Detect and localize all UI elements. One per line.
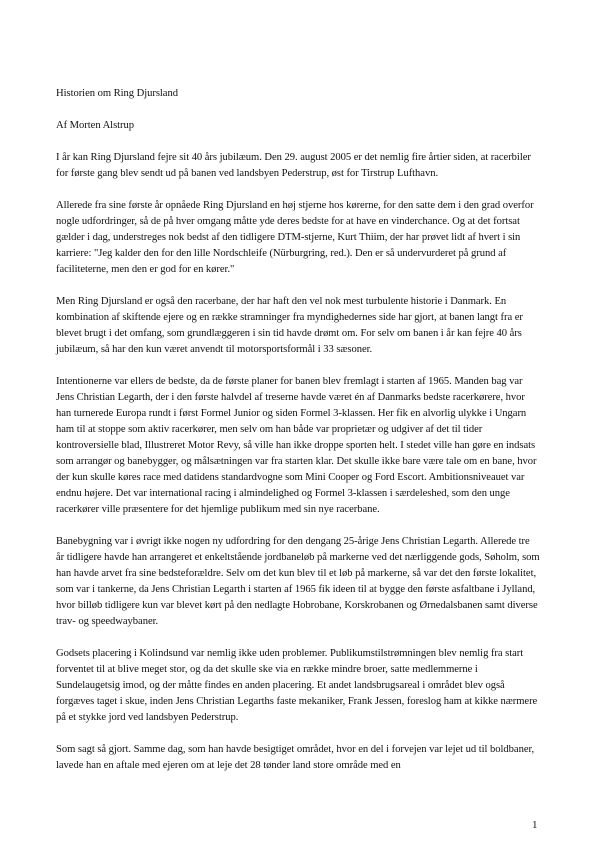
paragraph: Allerede fra sine første år opnåede Ring Djursland en høj stjerne hos kørerne, for den satte dem i den grad overfor nogle udfordringer, så de på hver omgang måtte yde deres bedste for at have en vinderchance. Og at det fortsat gælder i dag, understreges nok bedst af den tidligere DTM-stjerne, Kurt Thiim, der har prøvet lidt af hvert i sin karriere: "Jeg kalder den for den lille Nordschleife (Nürburgring, red.). Den er så undervurderet på grund af faciliteterne, men den er god for en kører." bbox=[56, 200, 534, 275]
paragraph: Intentionerne var ellers de bedste, da de første planer for banen blev fremlagt i starten af 1965. Manden bag var Jens Christian Legarth, der i den første halvdel af treserne havde været én af Danmarks bedste racerkørere, hvor han turnerede Europa rundt i først Formel Junior og siden Formel 3-klassen. Her fik en alvorlig ulykke i Ungarn ham til at stoppe som aktiv racerkører, men selv om han både var proprietær og udgiver af det til tider kontroversielle blad, Illustreret Motor Revy, så ville han ikke droppe sporten helt. I stedet ville han gøre en indsats som arrangør og banebygger, og målsætningen var fra starten klar. Det skulle ikke bare være tale om en bane, hvor der kun skulle køres race med datidens standardvogne som Mini Cooper og Ford Escort. Ambitionsniveauet var endnu højere. Det var international racing i almindelighed og Formel 3-klassen i særdeleshed, som den unge racerkører ville præsentere for det hjemlige publikum med sin nye racerbane. bbox=[56, 376, 537, 515]
paragraph: Banebygning var i øvrigt ikke nogen ny udfordring for den dengang 25-årige Jens Christian Legarth. Allerede tre år tidligere havde han arrangeret et enkeltstående jordbaneløb på markerne ved det nærliggende gods, Søholm, som han havde arvet fra sine bedsteforældre. Selv om det kun blev til et løb på markerne, så var det den første lokalitet, som var i tankerne, da Jens Christian Legarth i starten af 1965 fik ideen til at bygge den første asfaltbane i Jylland, hvor billøb tidligere kun var blevet kørt på den nedlagte Hobrobane, Korskrobanen og Ørnedalsbanen samt diverse trav- og speedwaybaner. bbox=[56, 536, 540, 627]
paragraph: Som sagt så gjort. Samme dag, som han havde besigtiget området, hvor en del i forvejen var lejet ud til boldbaner, lavede han en aftale med ejeren om at leje det 28 tønder land store område med en bbox=[56, 744, 535, 771]
page-number: 1 bbox=[532, 819, 538, 831]
document-title: Historien om Ring Djursland bbox=[56, 88, 178, 99]
paragraph: Godsets placering i Kolindsund var nemlig ikke uden problemer. Publikumstilstrømningen blev nemlig fra start forventet til at blive meget stor, og da det skulle ske via en række mindre broer, satte medlemmerne i Sundelaugetsig imod, og der måtte findes en anden placering. Et andet landsbrugsareal i området blev også forgæves taget i skue, inden Jens Christian Legarths faste mekaniker, Frank Jessen, foreslog ham at kikke nærmere på et stykke jord ved landsbyen Pederstrup. bbox=[56, 648, 538, 723]
paragraph: I år kan Ring Djursland fejre sit 40 års jubilæum. Den 29. august 2005 er det nemlig fire årtier siden, at racerbiler for første gang blev sendt ud på banen ved landsbyen Pederstrup, øst for Tirstrup Lufthavn. bbox=[56, 152, 531, 179]
document-author: Af Morten Alstrup bbox=[56, 120, 135, 131]
document-body bbox=[56, 86, 540, 790]
paragraph: Men Ring Djursland er også den racerbane, der har haft den vel nok mest turbulente historie i Danmark. En kombination af skiftende ejere og en række stramninger fra myndighedernes side har gjort, at banen langt fra er blevet brugt i det omfang, som grundlæggeren i sin tid havde drømt om. For selv om banen i år kan fejre 40 års jubilæum, så har den kun været anvendt til motorsportsformål i 33 sæsoner. bbox=[56, 296, 523, 355]
